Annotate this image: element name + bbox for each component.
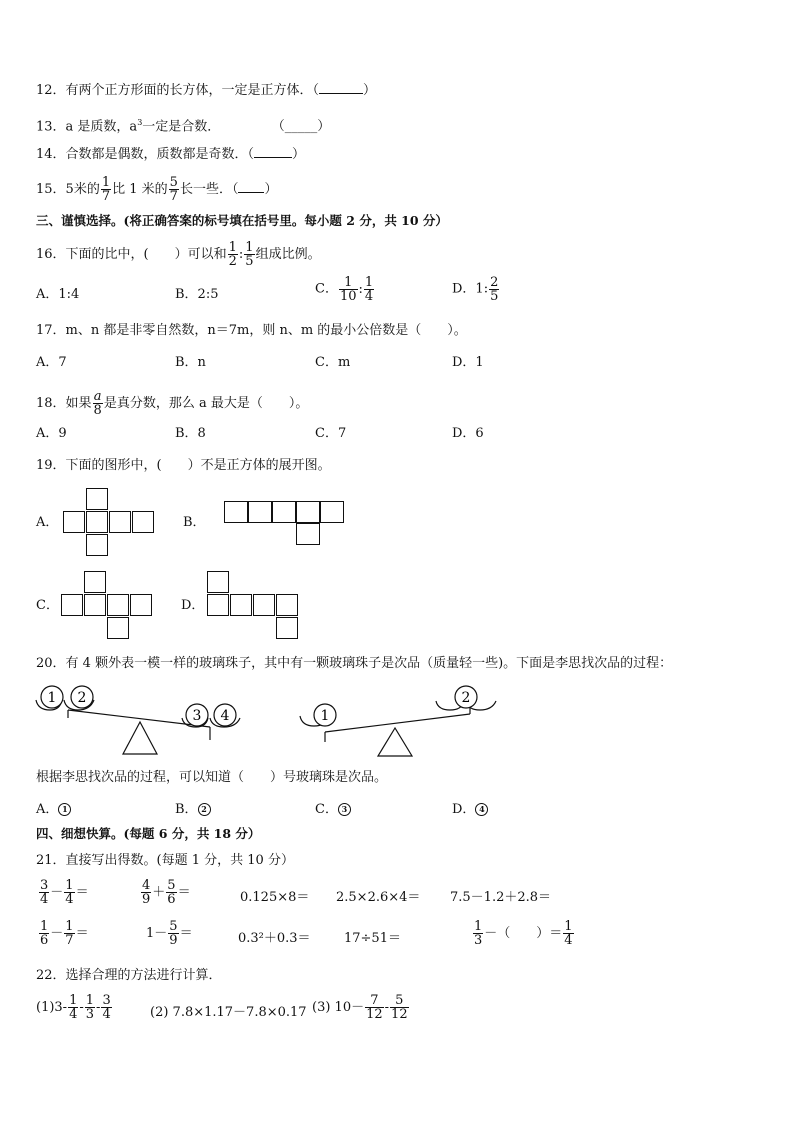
question-12: 12．有两个正方形面的长方体，一定是正方体．（ ） (36, 83, 377, 98)
option-16-b[interactable]: B．2:5 (175, 287, 219, 302)
balance-scales (30, 680, 510, 760)
answer-blank[interactable] (319, 93, 363, 94)
fraction: $\frac{1}{7}$ (101, 175, 111, 204)
answer-paren[interactable]: （_____） (278, 119, 331, 135)
calc-22-1[interactable]: (1)3- $\frac{1}{4}$ - $\frac{1}{3}$ - $\frac{3}{4}$ (36, 993, 111, 1022)
option-17-d[interactable]: D．1 (452, 355, 484, 370)
option-16-c[interactable]: C． $\frac{1}{10}$ : $\frac{1}{4}$ (315, 275, 374, 304)
option-18-b[interactable]: B．8 (175, 426, 206, 441)
section-heading-3: 三、谨慎选择。(将正确答案的标号填在括号里。每小题 2 分，共 10 分） (36, 213, 448, 228)
option-20-b[interactable]: B． 2 (175, 802, 211, 818)
option-20-c[interactable]: C． 3 (315, 802, 351, 818)
bead-1-label: 1 (47, 690, 57, 706)
bead-2-label: 2 (77, 690, 87, 706)
bead-3-label: 3 (192, 708, 202, 724)
answer-blank[interactable] (254, 157, 292, 158)
cube-net-d (207, 571, 301, 641)
calc-21-7[interactable]: 1－ $\frac{5}{9}$ ＝ (146, 919, 193, 948)
calc-21-5[interactable]: 7.5－1.2＋2.8＝ (450, 890, 552, 905)
calc-21-2[interactable]: $\frac{4}{9}$ ＋ $\frac{5}{6}$ ＝ (142, 878, 191, 907)
fraction: $\frac{a}{8}$ (93, 389, 102, 418)
option-18-a[interactable]: A．9 (36, 426, 67, 441)
option-17-a[interactable]: A．7 (36, 355, 67, 370)
option-19-a-label[interactable]: A． (36, 515, 59, 530)
question-15: 15．5米的 $\frac{1}{7}$ 比 1 米的 $\frac{5}{7}$ 长一些．（ ） (36, 175, 278, 204)
section-heading-4: 四、细想快算。(每题 6 分，共 18 分） (36, 826, 261, 841)
option-18-d[interactable]: D．6 (452, 426, 484, 441)
calc-21-9[interactable]: 17÷51＝ (344, 931, 401, 946)
question-13: 13．a 是质数，$a^3$一定是合数． （_____） (36, 118, 331, 135)
option-19-d-label[interactable]: D． (181, 598, 205, 613)
question-17: 17．m、n 都是非零自然数，n＝7m，则 n、m 的最小公倍数是（ ）。 (36, 323, 467, 338)
cube-net-a (63, 488, 157, 556)
option-18-c[interactable]: C．7 (315, 426, 347, 441)
calc-21-6[interactable]: $\frac{1}{6}$ － $\frac{1}{7}$ ＝ (40, 919, 89, 948)
answer-blank[interactable] (238, 192, 264, 193)
calc-21-4[interactable]: 2.5×2.6×4＝ (336, 890, 421, 905)
question-20-prompt: 根据李思找次品的过程，可以知道（ ）号玻璃珠是次品。 (36, 770, 388, 785)
cube-net-b (224, 501, 346, 547)
option-19-c-label[interactable]: C． (36, 598, 59, 613)
option-16-d[interactable]: D．1: $\frac{2}{5}$ (452, 275, 499, 304)
option-20-d[interactable]: D． 4 (452, 802, 488, 818)
bead-1b-label: 1 (320, 708, 330, 724)
calc-21-3[interactable]: 0.125×8＝ (240, 890, 310, 905)
cube-net-c (61, 571, 155, 641)
option-17-b[interactable]: B．n (175, 355, 206, 370)
question-19: 19．下面的图形中，( ）不是正方体的展开图。 (36, 458, 331, 473)
fraction: $\frac{1}{5}$ (245, 240, 254, 269)
calc-22-3[interactable]: (3) 10－ $\frac{7}{12}$ - $\frac{5}{12}$ (312, 993, 408, 1022)
option-17-c[interactable]: C．m (315, 355, 351, 370)
calc-22-2[interactable]: (2) 7.8×1.17－7.8×0.17 (150, 1005, 307, 1020)
fraction: $\frac{5}{7}$ (169, 175, 178, 204)
bead-2b-label: 2 (461, 690, 471, 706)
bead-4-label: 4 (220, 708, 230, 724)
question-21: 21．直接写出得数。(每题 1 分，共 10 分） (36, 853, 294, 868)
question-16: 16．下面的比中，( ）可以和 $\frac{1}{2}$ : $\frac{1}{5}$ 组成比例。 (36, 240, 321, 269)
calc-21-1[interactable]: $\frac{3}{4}$ － $\frac{1}{4}$ ＝ (40, 878, 89, 907)
question-20: 20．有 4 颗外表一模一样的玻璃珠子，其中有一颗玻璃珠子是次品（质量轻一些)。下面是李思找次品的过程： (36, 656, 673, 671)
calc-21-8[interactable]: 0.3²＋0.3＝ (238, 931, 311, 946)
question-22: 22．选择合理的方法进行计算． (36, 968, 222, 983)
fraction: $\frac{1}{2}$ (228, 240, 237, 269)
option-16-a[interactable]: A．1:4 (36, 287, 80, 302)
question-14: 14．合数都是偶数，质数都是奇数．（ ） (36, 147, 306, 162)
calc-21-10[interactable]: $\frac{1}{3}$ －（ ）＝ $\frac{1}{4}$ (474, 919, 573, 948)
question-18: 18．如果 $\frac{a}{8}$ 是真分数，那么 a 最大是（ ）。 (36, 389, 309, 418)
option-20-a[interactable]: A． 1 (36, 802, 71, 818)
option-19-b-label[interactable]: B． (183, 515, 206, 530)
